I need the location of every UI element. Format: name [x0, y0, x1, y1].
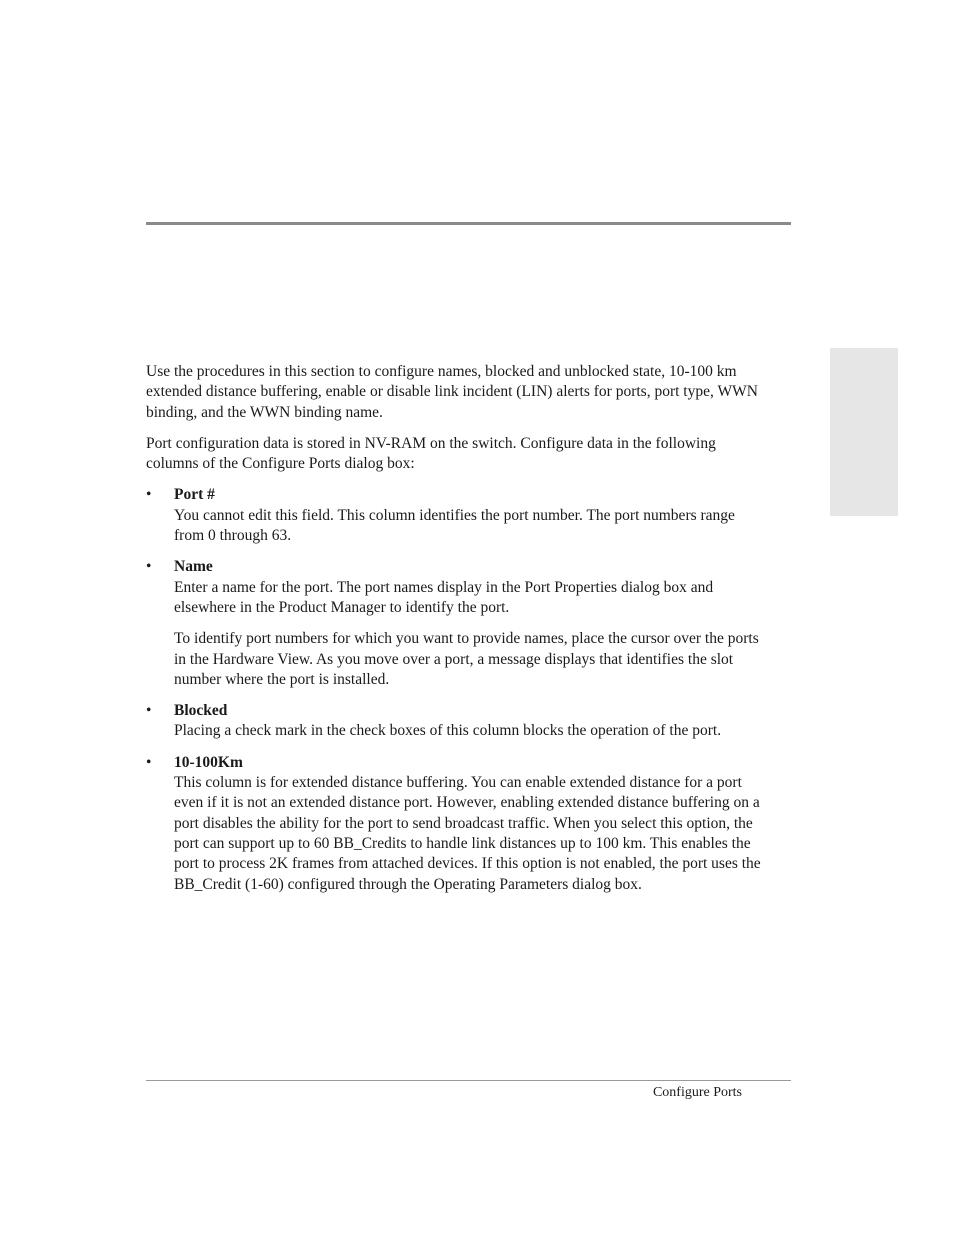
- bullet-dot: •: [146, 702, 152, 720]
- bullet-paragraph: You cannot edit this field. This column identifies the port number. The port numbers range from 0 through 63.: [174, 506, 735, 545]
- bullet-dot: •: [146, 558, 152, 576]
- bullet-name: [146, 557, 766, 577]
- bullet-paragraph: Enter a name for the port. The port names display in the Port Properties dialog box and elsewhere in the Product Manager to identify the port.: [174, 578, 714, 616]
- chapter-side-tab: [830, 348, 898, 516]
- header-rule: [146, 222, 791, 225]
- bullet-title: Name: [174, 558, 213, 576]
- footer-rule: [146, 1080, 791, 1081]
- bullet-10-100km: [146, 753, 766, 773]
- bullet-paragraph: This column is for extended distance buffering. You can enable extended distance for a port even if it is not an extended distance port. However, enabling extended distance buffering on a port disables the ability for the port to send broadcast traffic. When you select this option, the port can support up to 60 BB_Credits to handle link distances up to 100 km. This enables the port to process 2K frames from attached devices. If this option is not enabled, the port uses the BB_Credit (1-60) configured through the Operating Parameters dialog box.: [174, 774, 761, 893]
- intro-paragraph-1: Use the procedures in this section to configure names, blocked and unblocked state, 10-100 km extended distance buffering, enable or disable link incident (LIN) alerts for ports, port type, WWN binding, and the WWN binding name.: [146, 363, 758, 421]
- bullet-title: Port #: [174, 486, 215, 504]
- bullet-blocked: [146, 701, 766, 721]
- bullet-dot: •: [146, 486, 152, 504]
- bullet-port-number: [146, 485, 766, 505]
- bullet-title: Blocked: [174, 702, 228, 720]
- bullet-paragraph: Placing a check mark in the check boxes of this column blocks the operation of the port.: [174, 722, 722, 740]
- footer-section-title: Configure Ports: [652, 1085, 742, 1100]
- bullet-dot: •: [146, 753, 152, 771]
- bullet-title: 10-100Km: [174, 753, 243, 771]
- body-content: [146, 362, 766, 906]
- intro-paragraph-2: Port configuration data is stored in NV-RAM on the switch. Configure data in the following columns of the Configure Ports dialog box:: [146, 434, 716, 473]
- bullet-paragraph: To identify port numbers for which you want to provide names, place the cursor over the ports in the Hardware View. As you move over a port, a message displays that identifies the slot number where the port is installed.: [174, 630, 759, 688]
